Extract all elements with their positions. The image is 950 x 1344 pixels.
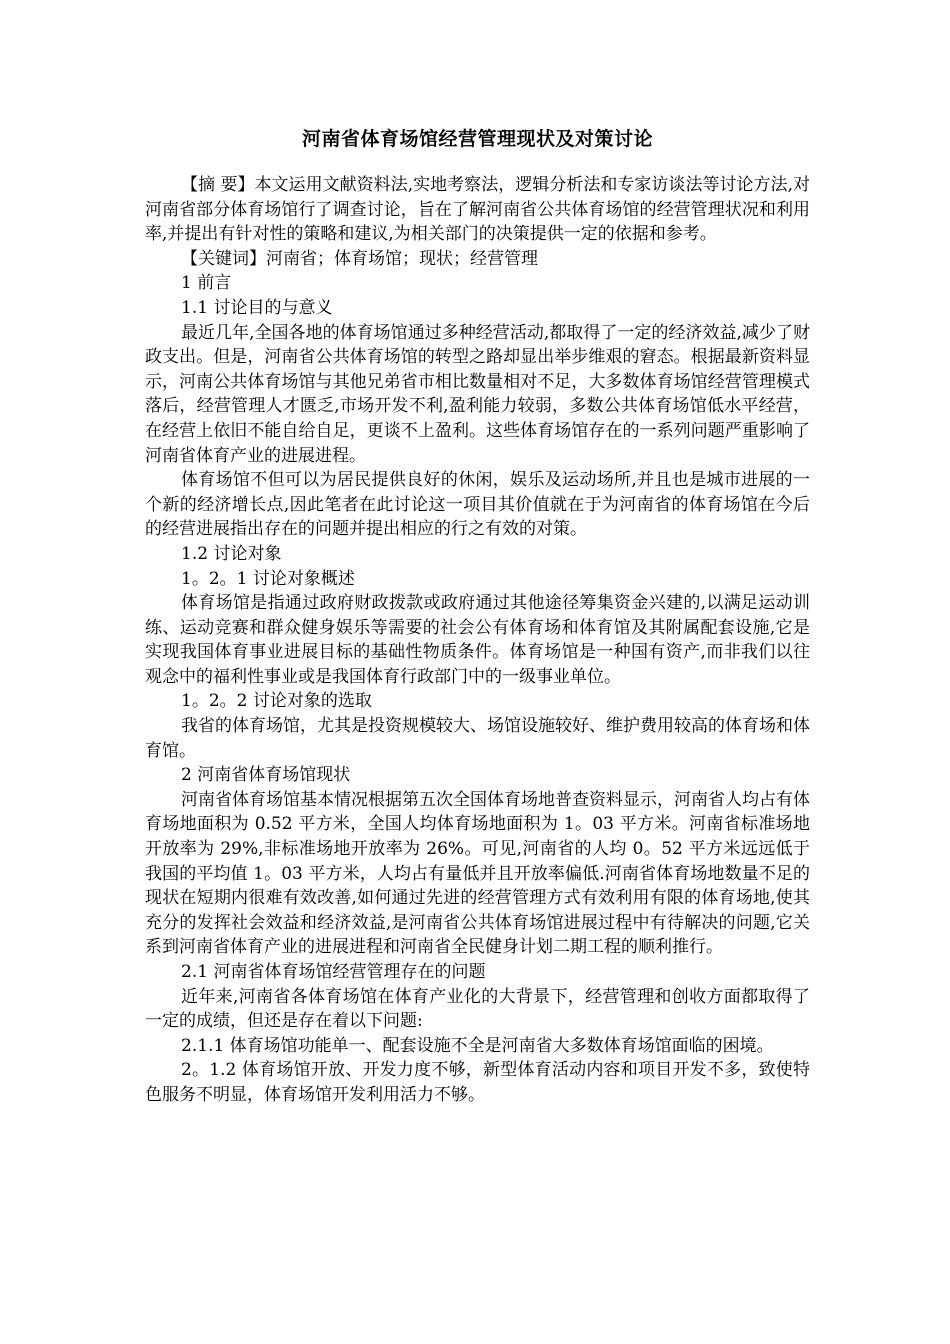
- abstract-paragraph: 【摘 要】本文运用文献资料法,实地考察法，逻辑分析法和专家访谈法等讨论方法,对河南省部分体育场馆行了调查讨论，旨在了解河南省公共体育场馆的经营管理状况和利用率,并提出有针对性的策略和建议,为相关部门的决策提供一定的依据和参考。: [145, 175, 810, 245]
- section-heading-1-1: 1.1 讨论目的与意义: [181, 297, 333, 318]
- section-heading-1: 1 前言: [181, 273, 232, 294]
- keywords-paragraph: 【关键词】河南省；体育场馆；现状；经营管理: [181, 248, 538, 269]
- body-paragraph: 我省的体育场馆，尤其是投资规模较大、场馆设施较好、维护费用较高的体育场和体育馆。: [145, 716, 810, 761]
- section-heading-2-1: 2.1 河南省体育场馆经营管理存在的问题: [181, 962, 486, 982]
- section-heading-2: 2 河南省体育场馆现状: [181, 765, 351, 786]
- body-paragraph: 河南省体育场馆基本情况根据第五次全国体育场地普查资料显示，河南省人均占有体育场地面积为 0.52 平方米，全国人均体育场地面积为 1。03 平方米。河南省标准场地开放率为 29%,非标准场地开放率为 26%。可见,河南省的人均 0。52 平方米远远低于我国的平均值 1。03 平方米，人均占有量低并且开放率偏低.河南省体育场地数量不足的现状在短期内很难有效改善,如何通过先进的经营管理方式有效利用有限的体育场地,使其充分的发挥社会效益和经济效益,是河南省公共体育场馆进展过程中有待解决的问题,它关系到河南省体育产业的进展进程和河南省全民健身计划二期工程的顺利推行。: [145, 789, 810, 958]
- body-paragraph: 体育场馆是指通过政府财政拨款或政府通过其他途径筹集资金兴建的,以满足运动训练、运动竞赛和群众健身娱乐等需要的社会公有体育场和体育馆及其附属配套设施,它是实现我国体育事业进展目标的基础性物质条件。体育场馆是一种国有资产,而非我们以往观念中的福利性事业或是我国体育行政部门中的一级事业单位。: [145, 593, 810, 687]
- body-paragraph: 体育场馆不但可以为居民提供良好的休闲，娱乐及运动场所,并且也是城市进展的一个新的经济增长点,因此笔者在此讨论这一项目其价值就在于为河南省的体育场馆在今后的经营进展指出存在的问题并提出相应的行之有效的对策。: [145, 470, 810, 540]
- body-paragraph: 2。1.2 体育场馆开放、开发力度不够，新型体育活动内容和项目开发不多，致使特色服务不明显，体育场馆开发利用活力不够。: [145, 1060, 810, 1105]
- body-paragraph: 近年来,河南省各体育场馆在体育产业化的大背景下，经营管理和创收方面都取得了一定的成绩，但还是存在着以下问题:: [145, 986, 810, 1032]
- section-heading-1-2-1: 1。2。1 讨论对象概述: [181, 568, 355, 589]
- section-heading-1-2: 1.2 讨论对象: [181, 543, 282, 564]
- body-paragraph: 最近几年,全国各地的体育场馆通过多种经营活动,都取得了一定的经济效益,减少了财政支出。但是，河南省公共体育场馆的转型之路却显出举步维艰的窘态。根据最新资料显示，河南公共体育场馆与其他兄弟省市相比数量相对不足，大多数体育场馆经营管理模式落后，经营管理人才匮乏,市场开发不利,盈利能力较弱，多数公共体育场馆低水平经营，在经营上依旧不能自给自足，更谈不上盈利。这些体育场馆存在的一系列问题严重影响了河南省体育产业的进展进程。: [145, 322, 810, 466]
- document-title: 河南省体育场馆经营管理现状及对策讨论: [301, 128, 653, 150]
- section-heading-1-2-2: 1。2。2 讨论对象的选取: [181, 691, 372, 712]
- body-paragraph: 2.1.1 体育场馆功能单一、配套设施不全是河南省大多数体育场馆面临的困境。: [181, 1035, 774, 1056]
